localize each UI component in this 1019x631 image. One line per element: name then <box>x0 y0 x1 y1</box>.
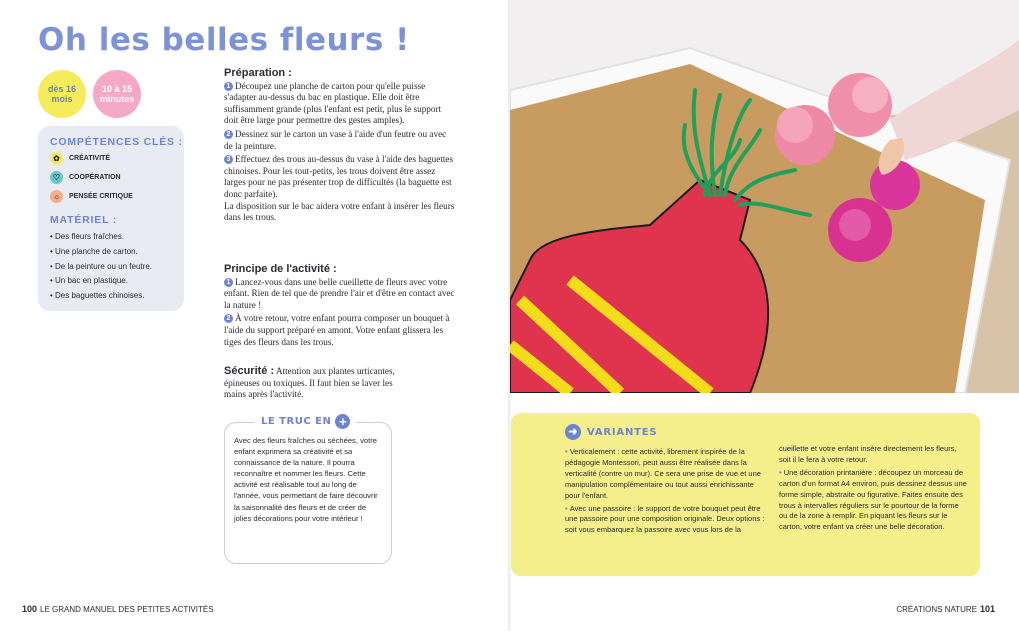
right-footer-text: CRÉATIONS NATURE <box>896 605 977 614</box>
footer-right <box>896 604 995 614</box>
variant-item-text: Avec une passoire : le support de votre bouquet peut être une passoire pour une composition originale. Deux options : soit vous embarquez la passoire avec vous lors de la <box>565 503 765 535</box>
materials-item: • Des baguettes chinoises. <box>50 289 152 304</box>
variant-item <box>779 468 969 533</box>
skill-critical-thinking-label: PENSÉE CRITIQUE <box>69 193 133 200</box>
duration-badge <box>93 70 141 118</box>
critical-thinking-icon: ☼ <box>50 190 63 203</box>
right-page-number: 101 <box>979 604 995 614</box>
variant-item <box>565 447 767 502</box>
duration-badge-label: 10 à 15 minutes <box>99 84 135 104</box>
skill-creativity-label: CRÉATIVITÉ <box>69 155 111 162</box>
step-number-icon: 2 <box>224 130 233 139</box>
preparation-step-text: Dessinez sur le carton un vase à l'aide d'un feutre ou avec de la peinture. <box>224 128 447 151</box>
security-text: Attention aux plantes urticantes, épineuses ou toxiques. Il faut bien se laver les mains après l'activité. <box>224 366 395 400</box>
bullet-icon: • <box>565 503 570 513</box>
variants-box <box>511 413 980 576</box>
bullet-icon: • <box>565 447 570 456</box>
step-number-icon: 1 <box>224 82 233 91</box>
preparation-step <box>224 129 456 152</box>
variants-column-2 <box>779 444 969 535</box>
bullet-icon: • <box>779 467 784 477</box>
principle-step-text: À votre retour, votre enfant pourra composer un bouquet à l'aide du support préparé en amont. Votre enfant glissera les tiges des fleurs dans les trous. <box>224 313 450 347</box>
preparation-step-text: Effectuez des trous au-dessus du vase à l'aide des baguettes chinoises. Pour les tout-petits, les trous doivent être assez larges pour ne pas présenter trop de difficultés (la baguette est donc parfaite). <box>224 154 454 199</box>
footer-left <box>22 604 214 614</box>
left-footer-text: LE GRAND MANUEL DES PETITES ACTIVITÉS <box>40 605 214 614</box>
variants-header <box>565 424 657 440</box>
left-page-number: 100 <box>22 604 38 614</box>
skill-creativity <box>50 152 110 165</box>
preparation-section <box>224 68 456 226</box>
preparation-step-text: Découpez une planche de carton pour qu'elle puisse s'adapter au-dessus du bac en plastique. Elle doit être suffisamment grande (plus l'enfant est petit, plus le support doit être large pour permettre des gestes amples). <box>224 80 442 126</box>
security-paragraph <box>224 366 414 401</box>
principle-step-text: Lancez-vous dans une belle cueillette de fleurs avec votre enfant. Rien de tel que de prendre l'air et d'être en contact avec la nature ! <box>224 276 455 310</box>
skills-materials-box <box>38 126 184 311</box>
creativity-icon: ✿ <box>50 152 63 165</box>
skills-heading: COMPÉTENCES CLÉS : <box>50 136 183 148</box>
materials-item: • Des fleurs fraîches. <box>50 230 152 245</box>
preparation-step <box>224 81 456 127</box>
skill-cooperation <box>50 171 121 184</box>
variant-item-continued: cueillette et votre enfant insère directement les fleurs, soit il le fera à votre retour. <box>779 444 957 464</box>
tip-title: LE TRUC EN <box>261 416 332 427</box>
variant-item-text: Une décoration printanière : découpez un morceau de carton d'un format A4 environ, puis dessinez dessus une forme simple, abstraite ou figurative. Faites ensuite des trous à intervalles réguliers sur le pourtour de la forme ou de la zone à remplir. En piquant les fleurs sur le carton, votre enfant va créer une belle décoration. <box>779 467 967 532</box>
principle-step <box>224 313 456 348</box>
arrow-right-icon: ➜ <box>565 424 581 440</box>
variants-column-1 <box>565 447 767 538</box>
preparation-step <box>224 154 456 200</box>
skill-cooperation-label: COOPÉRATION <box>69 174 121 181</box>
materials-item: • Un bac en plastique. <box>50 274 152 289</box>
principle-heading: Principe de l'activité : <box>224 263 337 275</box>
step-number-icon: 1 <box>224 278 233 287</box>
materials-item: • De la peinture ou un feutre. <box>50 260 152 275</box>
tip-text: Avec des fleurs fraîches ou séchées, votre enfant exprimera sa créativité et sa connaissance de la nature. Il pourra reconnaître et nommer les fleurs. Cette activité est réalisable tout au long de l'année, vous permettant de faire découvrir la saisonnalité des fleurs et de créer de jolies décorations pour votre intérieur ! <box>234 436 378 523</box>
tip-box <box>224 414 392 564</box>
cooperation-icon: ♡ <box>50 171 63 184</box>
principle-section <box>224 264 456 350</box>
plus-icon: + <box>335 414 350 429</box>
security-label: Sécurité : <box>224 365 275 377</box>
materials-list <box>50 230 152 304</box>
page-title: Oh les belles fleurs ! <box>38 22 410 58</box>
variant-item <box>565 504 767 537</box>
tip-title-wrap <box>255 414 356 429</box>
age-badge <box>38 70 86 118</box>
skill-critical-thinking <box>50 190 133 203</box>
step-number-icon: 3 <box>224 155 233 164</box>
variants-title: VARIANTES <box>587 426 658 438</box>
step-number-icon: 2 <box>224 314 233 323</box>
materials-item: • Une planche de carton. <box>50 245 152 260</box>
age-badge-label: dès 16 mois <box>47 84 77 104</box>
activity-photo <box>510 0 1019 393</box>
principle-step <box>224 277 456 312</box>
materials-heading: MATÉRIEL : <box>50 214 118 226</box>
security-section <box>224 366 414 403</box>
preparation-heading: Préparation : <box>224 67 292 79</box>
variant-item-text: Verticalement : cette activité, librement inspirée de la pédagogie Montessori, peut aussi être réalisée dans la verticalité (contre un mur). Ce sera une prise de vue et une manipulation complémentaire ou tout aussi enrichissante pour l'enfant. <box>565 447 761 500</box>
preparation-note: La disposition sur le bac aidera votre enfant à insérer les fleurs dans les trous. <box>224 200 455 223</box>
